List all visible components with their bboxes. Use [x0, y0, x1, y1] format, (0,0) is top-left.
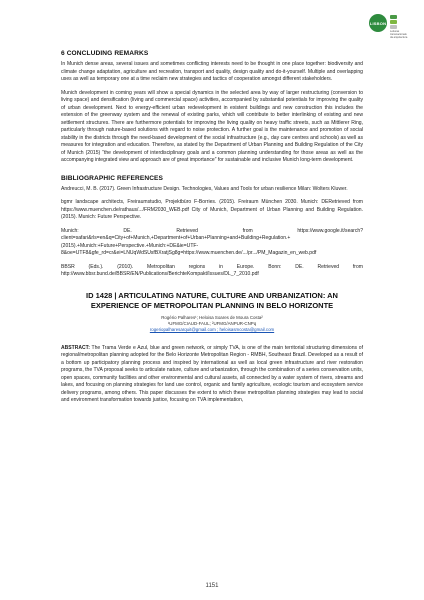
abstract-label: ABSTRACT:: [61, 344, 90, 351]
paragraph: Munich development in coming years will show a special dynamics in the selected area by way of larger restructuring (conversion to living space) and densification (living and commercial space) activities, accompanied by substantial potentials for improving the quality of urban development. Next to energy-efficient urban redevelopment in existent buildings and new construction this includes the extension of the greenway system and the renewal of existing parks, which will contribute to better interlinking of existing and new settlement structures. There are furthermore potentials for improving the living quality on heavy traffic streets, such as Mittlerer Ring, particularly through nature-based solutions with regard to noise protection. A further goal is the maintenance and promotion of social stability in the districts through the need-based development of the social infrastructure (e.g., day care centres and schools) as well as measures for integration and education. Therefore, as stated by the Department of Urban Planning and Building Regulation of the City of Munich (2015) “the development of interdisciplinary goals and a common planning understanding for those areas as well as the accompanying integrated view and approach are of great importance” for sustainable and inclusive Munich long-term development.: [61, 89, 363, 163]
reference-item: bgmr landscape architects, Freiraumstudio, Projektbüro F-Borries. (2015). Freiraum München 2030. Munich: DERetrieved from https://www.muenchen.de/rathaus/.../FRM2030_WEB.pdf City of Munich, Department of Urban Planning and Building Regulation. (2015). Munich: Future Perspective.: [61, 199, 363, 220]
author-emails-link[interactable]: rogeriopalharesarquit@gmail.com ; heloisasmcosta@gmail.com: [149, 326, 275, 332]
logo-badges: [390, 15, 410, 29]
logo-caption: Leituras transnacionais da arquitectura: [390, 30, 408, 39]
logo-badge-icon: [390, 15, 397, 19]
paper-affiliations: ¹UFMG/CIAUD-FAUL; ²UFMG/ANPUR-CNPq: [167, 320, 257, 326]
abstract: [61, 345, 363, 405]
lisbon-logo-icon: LISBON: [369, 14, 387, 32]
logo-badge-icon: [390, 20, 397, 24]
page-number: 1151: [205, 583, 219, 589]
abstract-text: The Trama Verde e Azul, blue and green network, or simply TVA, is one of the main territorial structuring dimensions of regional/metropolitan planning adopted for the Belo Horizonte Metropolitan Region - RMBH, Southeast Brazil. Developed as a result of a bottom up participatory planning process and inspired by international as well as local green infrastructure and river restoration programs, the TVA proposal seeks to articulate nature, culture and urbanization, through the combination of a series conservation units, open spaces, community facilities and other environmental and cultural assets, all connected by a water system of rivers, streams and lakes, and focusing on planning strategies for land use control, organic and family agriculture, ecologic tourism and ecosystem service delivery programs, among others. This paper discusses the extent to which these metropolitan planning strategies may lead to social and environment transformation towards justice, focusing on TVA implementation,: [61, 344, 363, 403]
reference-item: BBSR (Eds.). (2010). Metropolitan regions in Europe. Bonn: DE. Retrieved from http://www.bbsr.bund.de/BBSR/EN/Publications/BerichteKompakt/Issues/DL_7_2010.pdf: [61, 263, 363, 277]
paper-authors: Rogério Palhares¹; Heloisa Soares de Moura Costa²: [161, 314, 263, 320]
page-content: [61, 50, 363, 405]
reference-item: Andreucci, M. B. (2017). Green Infrastructure Design. Technologies, Values and Tools for urban resilience Milan: Wolters Kluwer.: [61, 185, 348, 192]
reference-item: Munich: DE. Retrieved from https://www.google.it/search?client=safari&rls=en&q=City+of+Munich,+Department+of+Urban+Planning+and+Building+Regulation.+(2015).+Munich:+Future+Perspective.+Munich:+DE&ie=UTF-8&oe=UTF8&gfe_rd=cr&ei=LNUqWdSUsfBXratjSg8g=https://www.muenchen.de/.../pr.../PM_Magazin_en_web.pdf: [61, 227, 363, 256]
section-heading: 6 CONCLUDING REMARKS: [61, 50, 149, 57]
logo-badge-icon: [390, 25, 397, 29]
references-heading: BIBLIOGRAPHIC REFERENCES: [61, 174, 164, 182]
conference-logo: [369, 14, 410, 39]
paper-title: ID 1428 | ARTICULATING NATURE, CULTURE AND URBANIZATION: AN EXPERIENCE OF METROPOLITAN PLANNING IN BELO HORIZONTE: [86, 290, 338, 310]
paragraph: In Munich dense areas, several issues and sometimes conflicting interests need to be thought in one place together: biodiversity and climate change adaptation, agriculture and recreation, transport and quality, design quality and do-it-yourself. Multiple and overlapping uses as well as temporary one at a time reclaim new strategies and tactics of cooperation amongst different stakeholders.: [61, 61, 363, 82]
